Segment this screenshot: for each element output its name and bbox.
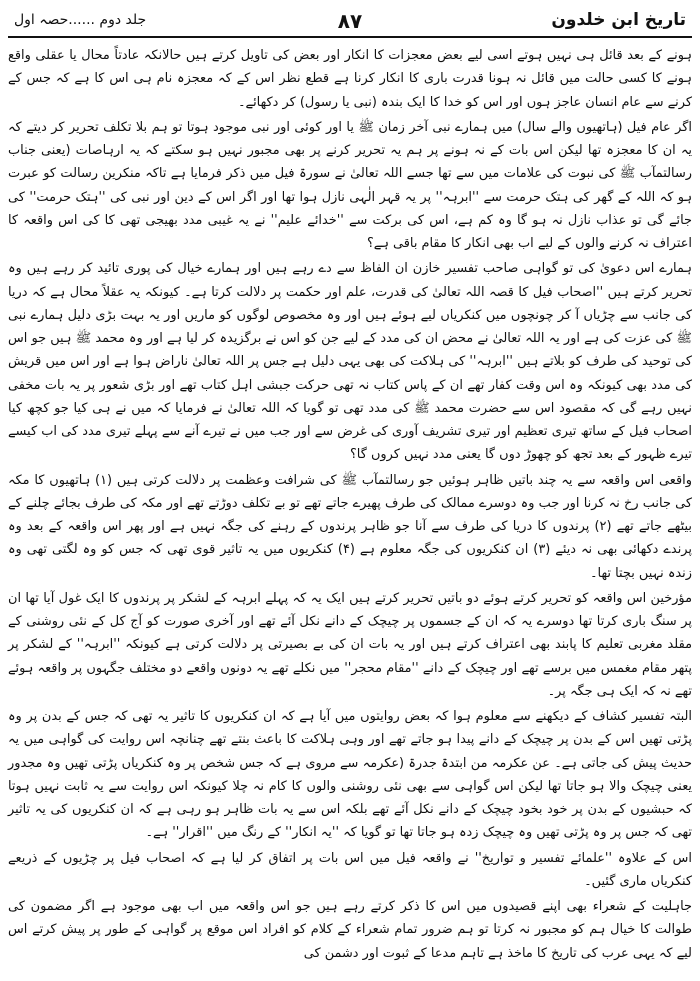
paragraph-7: اس کے علاوہ ''علمائے تفسیر و تواریخ'' نے واقعہ فیل میں اس بات پر اتفاق کر لیا ہے کہ اصحاب فیل پر چڑیوں کے ذریعے کنکریاں ماری گئیں۔ <box>8 850 692 889</box>
volume-label: جلد دوم ......حصہ اول <box>14 12 147 28</box>
paragraph-2: اگر عام فیل (ہاتھیوں والے سال) میں ہمارے نبی آخر زمان ﷺ یا اور کوئی اور نبی موجود ہوتا تو ہم بلا تکلف تحریر کر دیتے کہ یہ ان کا معجزہ تھا لیکن اس بات کے نہ ہونے پر ہم یہ تحریر کرنے پر بھی مجبور نہیں ہو سکتے کہ یہ ارہاصات (یعنی جناب رسالتمآب ﷺ کی نبوت کی علامات میں سے تھا جسے اللہ تعالیٰ نے سورۃ فیل میں ذکر فرمایا ہے تاکہ منکرین رسالت کو عبرت ہو کہ اللہ کے گھر کی ہتک حرمت سے ''ابرہہ'' پر یہ قہر الٰہی نازل ہوا تھا اور اگر اس کے دین اور نبی کی ''ہتک حرمت'' کی جائے گی تو عذاب نازل نہ ہو گا وہ کم ہے، اس کی برکت سے ''خدائے علیم'' نے یہ غیبی مدد بھیجی تھی کا کی اس واقعہ کا اعتراف نہ کرنے والوں کے لیے اب بھی انکار کا مقام باقی ہے؟ <box>8 119 692 251</box>
book-title: تاریخ ابن خلدون <box>551 10 686 30</box>
page-number: ۸۷ <box>337 9 363 33</box>
paragraph-8: جاہلیت کے شعراء بھی اپنے قصیدوں میں اس کا ذکر کرتے رہے ہیں جو اس واقعہ میں اب بھی موجود ہے اگر مضمون کی طوالت کا خیال ہم کو مجبور نہ کرتا تو ہم ضرور تمام شعراء کے کلام کو افراد اس موقع پر گواہی کے طور پر پیش کرتے اس لیے کہ یہی عرب کی تاریخ کا ماخذ ہے تاہم مدعا کے ثبوت اور دشمن کی <box>8 899 692 961</box>
paragraph-5: مؤرخین اس واقعہ کو تحریر کرتے ہوئے دو باتیں تحریر کرتے ہیں ایک یہ کہ پہلے ابرہہ کے لشکر پر پرندوں کا ایک غول آیا تھا ان پر سنگ باری کرتا تھا دوسرے یہ کہ ان کے جسموں پر چیچک کے دانے نکل آئے تھے اور آخری صورت کو آج کل کے نئی روشنی کے مقلد مغربی تعلیم کا پابند بھی اعتراف کرتے ہیں اور یہ بات ان کی بے بصیرتی پر دلالت کرتی ہے کیونکہ ''ابرہہ'' کے لشکر پر پتھر مقام مغمس میں برسے تھے اور چیچک کے دانے ''مقام محجر'' میں نکلے تھے یہ دونوں واقعے دو مختلف جگہوں پر واقعہ ہوئے تھے نہ کہ ایک ہی جگہ پر۔ <box>8 590 692 699</box>
paragraph-6: البتہ تفسیر کشاف کے دیکھنے سے معلوم ہوا کہ بعض روایتوں میں آیا ہے کہ ان کنکریوں کا تاثیر یہ تھی کہ جس کے بدن پر وہ پڑتی تھیں اس کے بدن پر چیچک کے دانے پیدا ہو جاتے تھے اور وہی ہلاکت کا باعث بنتے تھے چنانچہ اس روایت کی گواہی میں یہ حدیث پیش کی جاتی ہے۔ عن عکرمہ من ابتدۃ جدرۃ (عکرمہ سے مروی ہے کہ جس شخص پر وہ کنکریاں پڑتی تھیں وہ مجدور یعنی چیچک والا ہو جاتا تھا لیکن اس گواہی سے بھی نئی روشنی والوں کا کام نہ چلا کیونکہ اس روایت سے یہ ثابت نہیں ہوتا کہ حبشیوں کے بدن پر خود بخود چیچک کے دانے نکل آئے تھے بلکہ اس سے یہ بات ظاہر ہو رہی ہے کہ ان کنکریوں کی یہ تاثیر تھی کہ جس پر وہ پڑتی تھیں وہ چیچک زدہ ہو جاتا تھا تو گویا کہ ''یہ انکار'' کے رنگ میں ''اقرار'' ہے۔ <box>8 709 692 841</box>
paragraph-1: ہونے کے بعد قائل ہی نہیں ہوتے اسی لیے بعض معجزات کا انکار اور بعض کی تاویل کرتے ہیں حالانکہ عادتاً محال یا عقلی واقع ہونے کا کسی حالت میں قائل نہ ہونا قدرت باری کا انکار کرنا ہے قطع نظر اس کے کہ معجزہ نام ہی اس کا ہے کہ جس کے کرنے سے عام انسان عاجز ہوں اور اس کو خدا کا ایک بندہ (نبی یا رسول) کر دکھائے۔ <box>8 48 692 110</box>
paragraph-3: ہمارے اس دعویٰ کی تو گواہی صاحب تفسیر خازن ان الفاظ سے دے رہے ہیں اور ہمارے خیال کی پوری تائید کر رہے ہیں وہ تحریر کرتے ہیں ''اصحاب فیل کا قصہ اللہ تعالیٰ کی قدرت، علم اور حکمت پر دلالت کرتا ہے۔ کیونکہ یہ عقلاً محال ہے کہ دریا کی جانب سے چڑیاں آ کر چونچوں میں کنکریاں لیے ہوئے ہیں اور وہ مخصوص لوگوں کو ماریں اور یہ بہت بڑی دلیل ہمارے نبی ﷺ کی عزت کی ہے اور یہ اللہ تعالیٰ نے محض ان کی مدد کے لیے جن کو اس نے برگزیدہ کر لیا ہے اور وہ محمد ﷺ ہیں جو اس کی توحید کی طرف کو بلاتے ہیں ''ابرہہ'' کی ہلاکت کی بھی یہی دلیل ہے جس پر اللہ تعالیٰ ناراض ہوا ہے اور اس میں قریش کی مدد بھی کیونکہ وہ اس وقت کفار تھے ان کے پاس کتاب نہ تھی حرکت جبشی اہل کتاب تھے اور بڑی شعور پر یہ بات مخفی نہیں رہے گی کہ مقصود اس سے حضرت محمد ﷺ کی مدد تھی تو گویا کہ اللہ تعالیٰ نے فرمایا کہ میں نے ہی کیا جو کچھ کیا اصحاب فیل کے ساتھ تیری تعظیم اور تیری تشریف آوری کی غرض سے اور جب میں نے تیرے آنے سے پہلے تیری مدد کی اب کیسے تیرے ظہور کے بعد تجھ کو چھوڑ دوں گا یعنی مدد نہیں کروں گا؟ <box>8 261 692 463</box>
page-body <box>8 38 692 965</box>
paragraph-4: واقعی اس واقعہ سے یہ چند باتیں ظاہر ہوئیں جو رسالتمآب ﷺ کی شرافت وعظمت پر دلالت کرتی ہیں (۱) ہاتھیوں کا مکہ کی جانب رخ نہ کرنا اور جب وہ دوسرے ممالک کی طرف پھیرے جاتے تھے تو بے تکلف دوڑتے تھے اور مکہ کی طرف بجائے چلنے کے بیٹھے جاتے تھے (۲) پرندوں کا دریا کی طرف سے آنا جو ظاہر پرندوں کے رہنے کی جگہ نہیں ہے اور پھر اس واقعہ کے بعد وہ پرندے دکھائی بھی نہ دیئے (۳) ان کنکریوں کی جگہ معلوم ہے (۴) کنکریوں میں یہ تاثیر قوی تھی کہ جس کو وہ لگتی تھی وہ زندہ نہیں بچتا تھا۔ <box>8 472 692 581</box>
page-header <box>8 6 692 38</box>
